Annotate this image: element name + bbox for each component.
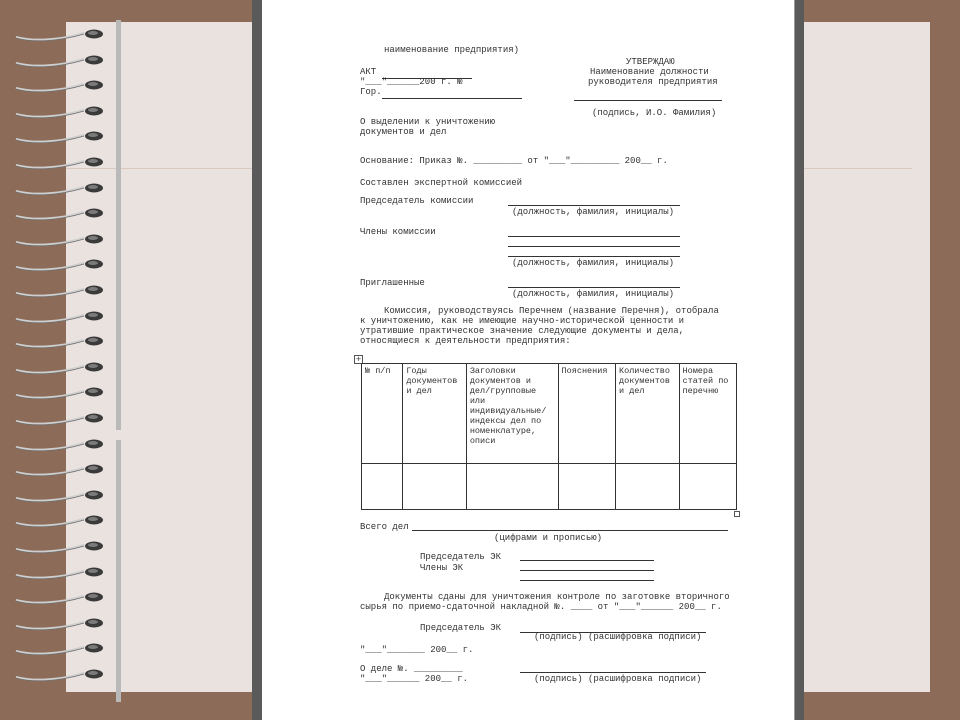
approve-line1: Наименование должности	[590, 67, 709, 77]
chair-line	[508, 205, 680, 206]
col-number: № п/п	[362, 364, 403, 464]
spiral-coil-icon	[14, 617, 106, 631]
spiral-coil-icon	[14, 566, 106, 580]
chair-hint: (должность, фамилия, инициалы)	[512, 207, 675, 217]
spiral-coil-icon	[14, 386, 106, 400]
spiral-coil-icon	[14, 207, 106, 221]
cases-no: О деле №. _________	[360, 664, 463, 674]
sign-line-3	[520, 580, 654, 581]
spiral-coil-icon	[14, 233, 106, 247]
body-line1: Комиссия, руководствуясь Перечнем (название Перечня), отобрала	[384, 306, 719, 316]
act-date-line: "___"______200 г. №	[360, 77, 463, 87]
document-page	[262, 0, 794, 720]
date-line-2: "___"______ 200__ г.	[360, 674, 469, 684]
org-header: наименование предприятия)	[384, 45, 520, 55]
spiral-coil-icon	[14, 130, 106, 144]
body-line3: утратившие практическое значение следующие документы и дела,	[360, 326, 685, 336]
act-city: Гор.	[360, 87, 382, 97]
chair-label: Председатель комиссии	[360, 196, 474, 206]
date-line: "___"_______ 200__ г.	[360, 645, 474, 655]
body-line2: к уничтожению, как не имеющие научно-исторической ценности и	[360, 316, 685, 326]
approve-line2: руководителя предприятия	[588, 77, 718, 87]
invited-label: Приглашенные	[360, 278, 425, 288]
act-label: АКТ	[360, 67, 377, 77]
spiral-coil-icon	[14, 182, 106, 196]
spiral-coil-icon	[14, 54, 106, 68]
total-line	[412, 530, 728, 531]
sign-hint-1: (подпись) (расшифровка подписи)	[534, 632, 702, 642]
table-cell[interactable]	[403, 464, 467, 510]
spiral-coil-icon	[14, 514, 106, 528]
table-row	[362, 464, 737, 510]
col-quantity: Количество документов и дел	[616, 364, 680, 464]
col-articles: Номера статей по перечню	[679, 364, 737, 464]
approve-sign-line	[574, 100, 722, 101]
sign-line-2	[520, 570, 654, 571]
spiral-coil-icon	[14, 28, 106, 42]
col-years: Годы документов и дел	[403, 364, 467, 464]
spiral-coil-icon	[14, 335, 106, 349]
sign-hint-2: (подпись) (расшифровка подписи)	[534, 674, 702, 684]
invited-line	[508, 287, 680, 288]
spiral-coil-icon	[14, 284, 106, 298]
sign-line-5	[520, 672, 706, 673]
city-line	[382, 98, 522, 99]
invited-hint: (должность, фамилия, инициалы)	[512, 289, 675, 299]
approve-title: УТВЕРЖДАЮ	[626, 57, 675, 67]
spiral-coil-icon	[14, 156, 106, 170]
member-hint: (должность, фамилия, инициалы)	[512, 258, 675, 268]
subject-line2: документов и дел	[360, 127, 447, 137]
total-label: Всего дел	[360, 522, 409, 532]
spiral-coil-icon	[14, 489, 106, 503]
transfer-line1: Документы сданы для уничтожения контроле по заготовке вторичного	[384, 592, 730, 602]
sign-member: Члены ЭК	[420, 563, 464, 573]
table-move-handle-icon[interactable]: +	[355, 355, 362, 363]
table-resize-handle-icon[interactable]	[734, 511, 740, 517]
documents-table	[361, 363, 737, 510]
spiral-coil-icon	[14, 258, 106, 272]
member-label: Члены комиссии	[360, 227, 436, 237]
spiral-coil-icon	[14, 105, 106, 119]
approve-sign: (подпись, И.О. Фамилия)	[592, 108, 717, 118]
spiral-coil-icon	[14, 591, 106, 605]
spiral-coil-icon	[14, 412, 106, 426]
table-header-row	[362, 364, 737, 464]
spine-separator-bottom	[116, 440, 121, 702]
member-line-2	[508, 246, 680, 247]
commission: Составлен экспертной комиссией	[360, 178, 523, 188]
total-hint: (цифрами и прописью)	[494, 533, 603, 543]
member-line-1	[508, 236, 680, 237]
spiral-coil-icon	[14, 540, 106, 554]
table-cell[interactable]	[616, 464, 680, 510]
table-cell[interactable]	[679, 464, 737, 510]
spiral-coil-icon	[14, 79, 106, 93]
table-cell[interactable]	[466, 464, 558, 510]
sign-chair-2: Председатель ЭК	[420, 623, 502, 633]
member-line-3	[508, 256, 680, 257]
spiral-coil-icon	[14, 310, 106, 324]
body-line4: относящиеся к деятельности предприятия:	[360, 336, 571, 346]
basis: Основание: Приказ №. _________ от "___"_________ 200__ г.	[360, 156, 668, 166]
spiral-coil-icon	[14, 361, 106, 375]
col-titles: Заголовки документов и дел/групповые или индивидуальные/ индексы дел по номенклатуре, описи	[466, 364, 558, 464]
spiral-coil-icon	[14, 668, 106, 682]
spiral-coil-icon	[14, 642, 106, 656]
spiral-coil-icon	[14, 438, 106, 452]
subject-line1: О выделении к уничтожению	[360, 117, 496, 127]
sign-line-1	[520, 560, 654, 561]
spiral-coil-icon	[14, 463, 106, 477]
transfer-line2: сырья по приемо-сдаточной накладной №. ____ от "___"______ 200__ г.	[360, 602, 722, 612]
col-notes: Пояснения	[558, 364, 615, 464]
table-cell[interactable]	[558, 464, 615, 510]
table-cell[interactable]	[362, 464, 403, 510]
spine-separator-top	[116, 20, 121, 430]
sign-chair-1: Председатель ЭК	[420, 552, 502, 562]
